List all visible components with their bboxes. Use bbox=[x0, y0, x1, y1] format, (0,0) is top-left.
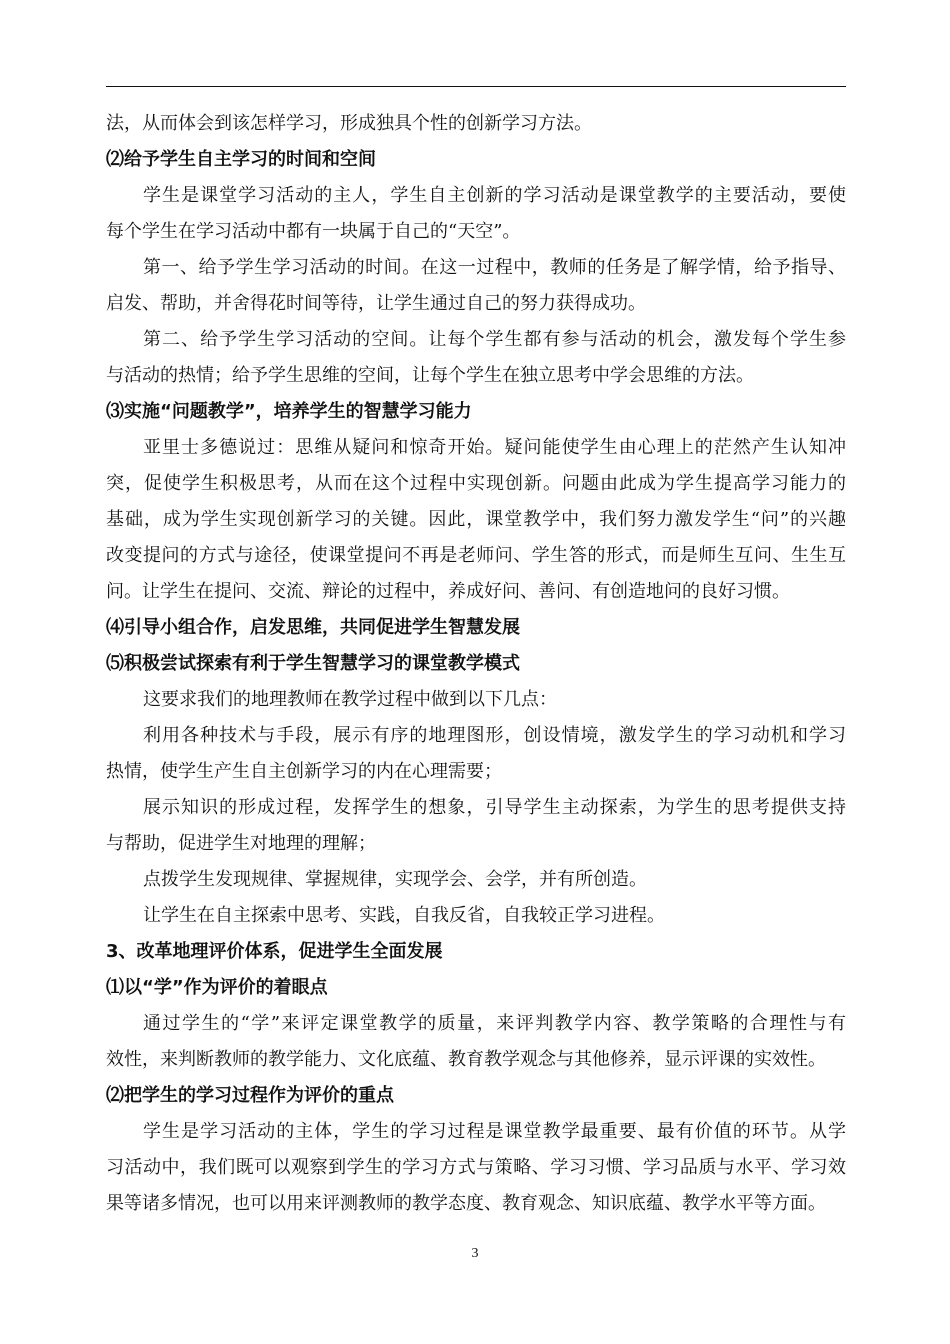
paragraph-line: 与帮助，促进学生对地理的理解； bbox=[106, 833, 376, 854]
paragraph-line: 每个学生在学习活动中都有一块属于自己的“天空”。 bbox=[106, 221, 521, 242]
paragraph-line: 效性，来判断教师的教学能力、文化底蕴、教育教学观念与其他修养，显示评课的实效性。 bbox=[106, 1049, 826, 1070]
paragraph-line: 突，促使学生积极思考，从而在这个过程中实现创新。问题由此成为学生提高学习能力的 bbox=[106, 473, 846, 494]
paragraph-line: 通过学生的“学”来评定课堂教学的质量，来评判教学内容、教学策略的合理性与有 bbox=[143, 1013, 846, 1034]
paragraph-line: 果等诸多情况，也可以用来评测教师的教学态度、教育观念、知识底蕴、教学水平等方面。 bbox=[106, 1193, 826, 1214]
paragraph-line: 这要求我们的地理教师在教学过程中做到以下几点： bbox=[143, 689, 557, 710]
paragraph-line: 法，从而体会到该怎样学习，形成独具个性的创新学习方法。 bbox=[106, 113, 592, 134]
section-heading: 3、改革地理评价体系，促进学生全面发展 bbox=[106, 941, 443, 962]
section-heading: ⑵给予学生自主学习的时间和空间 bbox=[106, 149, 376, 170]
paragraph-line: 改变提问的方式与途径，使课堂提问不再是老师问、学生答的形式，而是师生互问、生生互 bbox=[106, 545, 846, 566]
section-heading: ⑴以“学”作为评价的着眼点 bbox=[106, 977, 328, 998]
section-heading: ⑷引导小组合作，启发思维，共同促进学生智慧发展 bbox=[106, 617, 520, 638]
paragraph-line: 点拨学生发现规律、掌握规律，实现学会、会学，并有所创造。 bbox=[143, 869, 647, 890]
section-heading: ⑶实施“问题教学”，培养学生的智慧学习能力 bbox=[106, 401, 472, 422]
paragraph-line: 第一、给予学生学习活动的时间。在这一过程中，教师的任务是了解学情，给予指导、 bbox=[143, 257, 846, 278]
paragraph-line: 与活动的热情；给予学生思维的空间，让每个学生在独立思考中学会思维的方法。 bbox=[106, 365, 754, 386]
paragraph-line: 问。让学生在提问、交流、辩论的过程中，养成好问、善问、有创造地问的良好习惯。 bbox=[106, 581, 790, 602]
document-body bbox=[106, 106, 846, 1222]
paragraph-line: 基础，成为学生实现创新学习的关键。因此，课堂教学中，我们努力激发学生“问”的兴趣 bbox=[106, 509, 846, 530]
section-heading: ⑵把学生的学习过程作为评价的重点 bbox=[106, 1085, 394, 1106]
paragraph-line: 第二、给予学生学习活动的空间。让每个学生都有参与活动的机会，激发每个学生参 bbox=[143, 329, 846, 350]
paragraph-line: 学生是课堂学习活动的主人，学生自主创新的学习活动是课堂教学的主要活动，要使 bbox=[143, 185, 846, 206]
header-rule bbox=[106, 86, 846, 87]
section-heading: ⑸积极尝试探索有利于学生智慧学习的课堂教学模式 bbox=[106, 653, 520, 674]
paragraph-line: 热情，使学生产生自主创新学习的内在心理需要； bbox=[106, 761, 502, 782]
paragraph-line: 学生是学习活动的主体，学生的学习过程是课堂教学最重要、最有价值的环节。从学 bbox=[143, 1121, 846, 1142]
page-number: 3 bbox=[471, 1246, 479, 1261]
paragraph-line: 展示知识的形成过程，发挥学生的想象，引导学生主动探索，为学生的思考提供支持 bbox=[143, 797, 846, 818]
paragraph-line: 利用各种技术与手段，展示有序的地理图形，创设情境，激发学生的学习动机和学习 bbox=[143, 725, 846, 746]
paragraph-line: 亚里士多德说过：思维从疑问和惊奇开始。疑问能使学生由心理上的茫然产生认知冲 bbox=[143, 437, 846, 458]
paragraph-line: 让学生在自主探索中思考、实践，自我反省，自我较正学习进程。 bbox=[143, 905, 665, 926]
paragraph-line: 习活动中，我们既可以观察到学生的学习方式与策略、学习习惯、学习品质与水平、学习效 bbox=[106, 1157, 846, 1178]
paragraph-line: 启发、帮助，并舍得花时间等待，让学生通过自己的努力获得成功。 bbox=[106, 293, 646, 314]
